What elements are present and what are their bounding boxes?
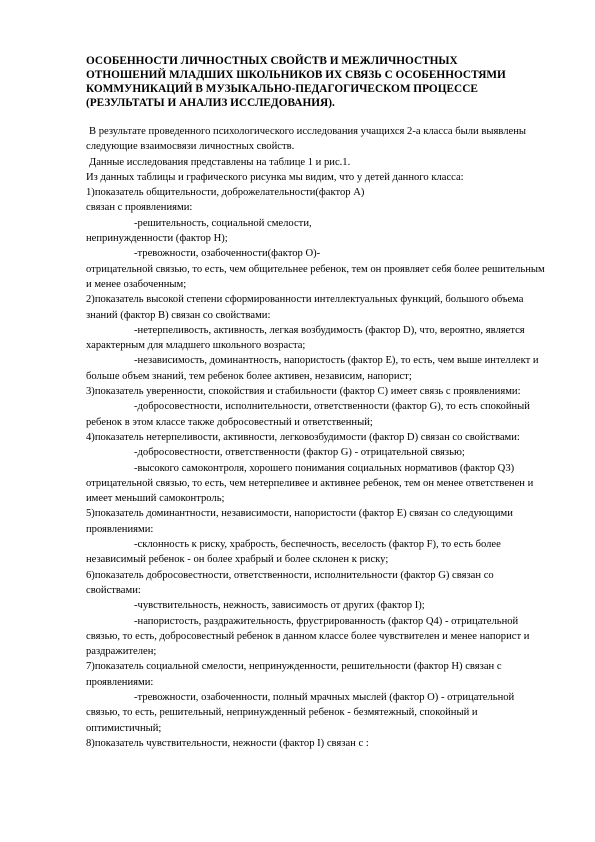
sub-item: -нетерпеливость, активность, легкая возбудимость (фактор D), что, вероятно, является характерным для младшего школьного возраста; (86, 324, 525, 352)
title-line: (РЕЗУЛЬТАТЫ И АНАЛИЗ ИССЛЕДОВАНИЯ). (86, 97, 335, 109)
item-4-heading: 4)показатель нетерпеливости, активности, легковозбудимости (фактор D) связан со свойствами: (86, 431, 520, 443)
sub-item: -склонность к риску, храбрость, беспечность, веселость (фактор F), то есть более независимый ребенок - он более храбрый и более склонен к риску; (86, 539, 501, 566)
sub-item: -тревожности, озабоченности(фактор О)- (134, 248, 321, 260)
intro-paragraph: В результате проведенного психологического исследования учащихся 2-а класса были выявлены следующие взаимосвязи личностных свойств. (86, 126, 526, 153)
paragraph: отрицательной связью, то есть, чем общительнее ребенок, тем он проявляет себя более решительным и менее озабоченным; (86, 263, 545, 290)
sub-item: -чувствительность, нежность, зависимость от других (фактор I); (134, 600, 425, 612)
sub-item: -тревожности, озабоченности, полный мрачных мыслей (фактор О) - отрицательной связью, то есть, решительный, непринужденный ребенок - безмятежный, спокойный и оптимистичный; (86, 691, 515, 734)
data-reference: Данные исследования представлены на таблице 1 и рис.1. (89, 156, 351, 168)
item-1-heading: 1)показатель общительности, доброжелательности(фактор А) (86, 187, 365, 199)
item-6-heading: 6)показатель добросовестности, ответственности, исполнительности (фактор G) связан со свойствами: (86, 569, 494, 596)
title-line: КОММУНИКАЦИЙ В МУЗЫКАЛЬНО-ПЕДАГОГИЧЕСКОМ ПРОЦЕССЕ (86, 83, 478, 95)
sub-item: -высокого самоконтроля, хорошего понимания социальных нормативов (фактор Q3) отрицательной связью, то есть, чем нетерпеливее и активнее ребенок, тем он менее ответственен и имеет меньший самоконтроль; (86, 462, 534, 505)
item-5-heading: 5)показатель доминантности, независимости, напористости (фактор Е) связан со следующими проявлениями: (86, 508, 513, 535)
paragraph: связан с проявлениями: (86, 202, 193, 214)
document-body (86, 124, 545, 751)
lead-in: Из данных таблицы и графического рисунка мы видим, что у детей данного класса: (86, 171, 464, 183)
item-7-heading: 7)показатель социальной смелости, непринужденности, решительности (фактор Н) связан с проявлениями: (86, 661, 502, 688)
sub-item: -добросовестности, ответственности (фактор G) - отрицательной связью; (134, 447, 465, 459)
item-8-heading: 8)показатель чувствительности, нежности (фактор I) связан с : (86, 737, 369, 749)
item-2-heading: 2)показатель высокой степени сформированности интеллектуальных функций, большого объема знаний (фактор В) связан со свойствами: (86, 294, 524, 321)
sub-item: -решительность, социальной смелости, (134, 217, 312, 229)
paragraph: непринужденности (фактор Н); (86, 233, 228, 245)
item-3-heading: 3)показатель уверенности, спокойствия и стабильности (фактор С) имеет связь с проявлениями: (86, 386, 521, 398)
title-line: ОТНОШЕНИЙ МЛАДШИХ ШКОЛЬНИКОВ ИХ СВЯЗЬ С ОСОБЕННОСТЯМИ (86, 69, 506, 81)
title-line: ОСОБЕННОСТИ ЛИЧНОСТНЫХ СВОЙСТВ И МЕЖЛИЧНОСТНЫХ (86, 55, 458, 67)
sub-item: -напористость, раздражительность, фрустрированность (фактор Q4) - отрицательной связью, то есть, добросовестный ребенок в данном классе более чувствителен и менее напорист и раздражителен; (86, 615, 530, 658)
sub-item: -независимость, доминантность, напористость (фактор Е), то есть, чем выше интеллект и больше объем знаний, тем ребенок более активен, независим, напорист; (86, 355, 539, 382)
document-title (86, 54, 545, 110)
sub-item: -добросовестности, исполнительности, ответственности (фактор G), то есть спокойный ребенок в этом классе также добросовестный и ответственный; (86, 401, 530, 428)
